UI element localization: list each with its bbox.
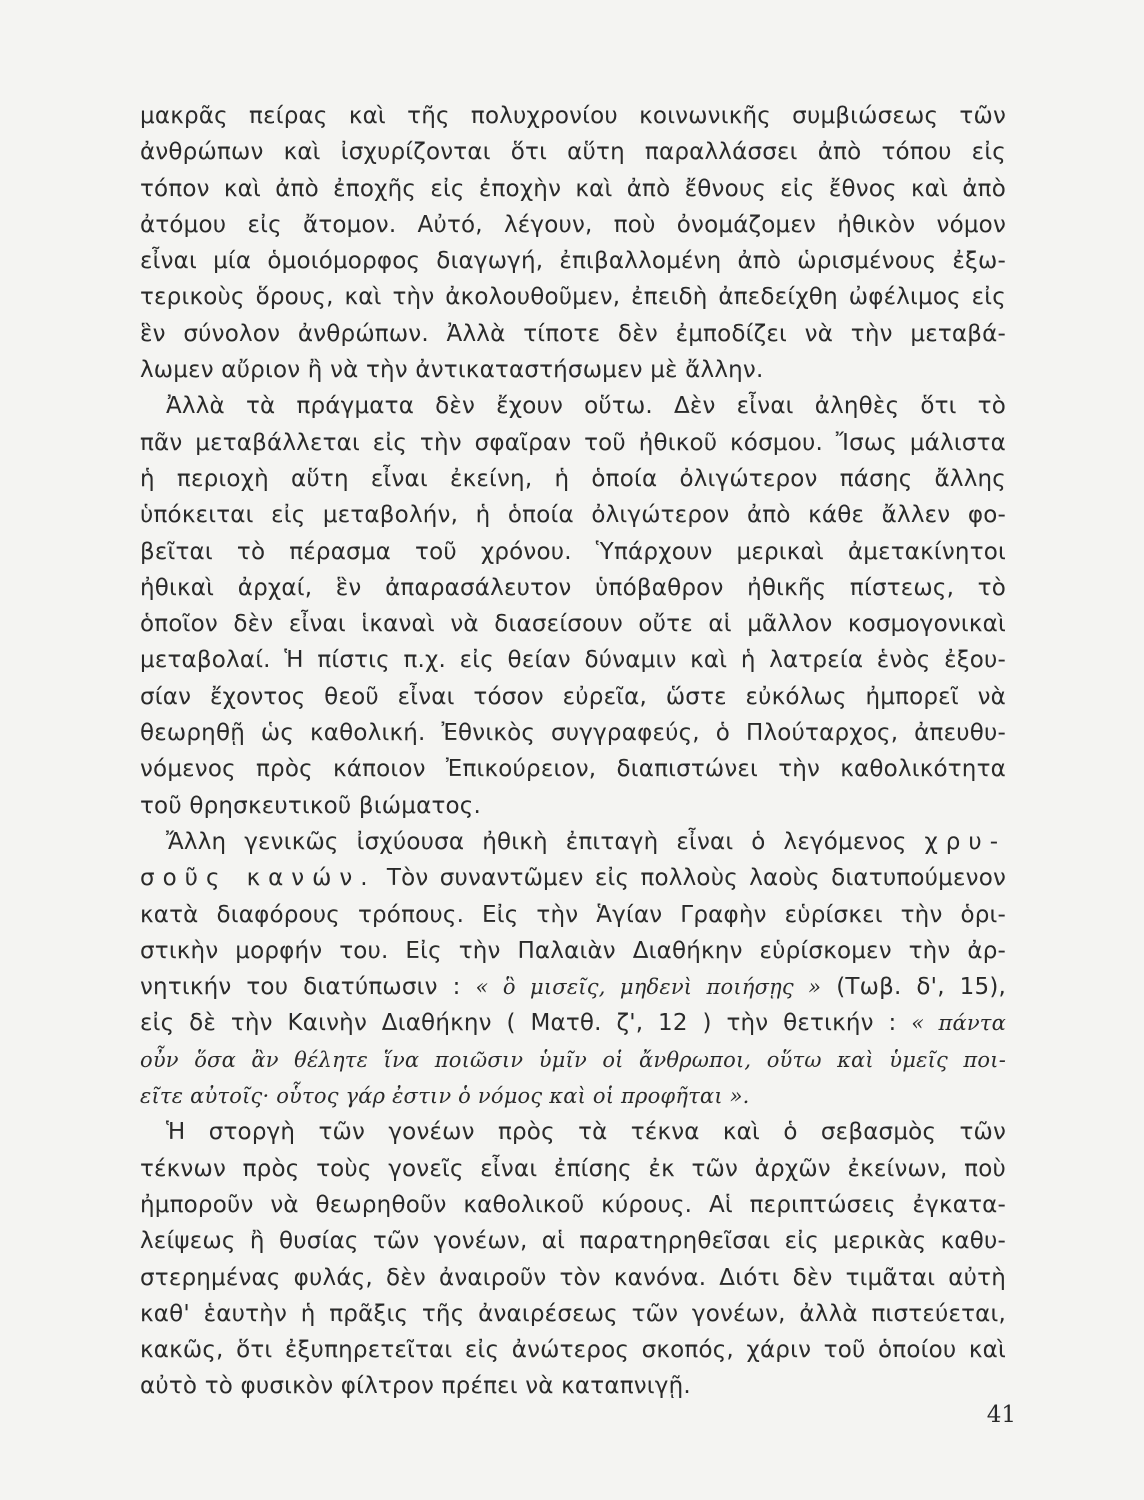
text-line <box>140 1005 1006 1041</box>
text-line: ἠμποροῦν νὰ θεωρηθοῦν καθολικοῦ κύρους. Αἱ περιπτώσεις ἐγκατα- <box>140 1191 1006 1218</box>
text-line: καθ' ἑαυτὴν ἡ πρᾶξις τῆς ἀναιρέσεως τῶν γονέων, ἀλλὰ πιστεύεται, <box>140 1300 1006 1327</box>
text-span: Τὸν συναντῶμεν εἰς πολλοὺς λαοὺς διατυπούμενον <box>386 865 1006 892</box>
text-line: τοῦ θρησκευτικοῦ βιώματος. <box>140 792 481 819</box>
text-span: Ἄλλη γενικῶς ἰσχύουσα ἠθικὴ ἐπιταγὴ εἶναι ὁ λεγόμενος <box>166 828 907 855</box>
page-number: 41 <box>986 1402 1016 1428</box>
text-line: τέκνων πρὸς τοὺς γονεῖς εἶναι ἐπίσης ἐκ τῶν ἀρχῶν ἐκείνων, ποὺ <box>140 1155 1006 1182</box>
spaced-text: σοῦς κανών. <box>140 865 376 892</box>
text-line: ἠθικαὶ ἀρχαί, ἓν ἀπαρασάλευτον ὑπόβαθρον ἠθικῆς πίστεως, τὸ <box>140 574 1006 601</box>
text-span: νητικήν του διατύπωσιν : <box>140 974 461 1001</box>
quotation: « ὃ μισεῖς, μηδενὶ ποιήσῃς » <box>475 975 822 1000</box>
text-line: σίαν ἔχοντος θεοῦ εἶναι τόσον εὐρεῖα, ὥστε εὐκόλως ἠμπορεῖ νὰ <box>140 683 1006 710</box>
text-line: μακρᾶς πείρας καὶ τῆς πολυχρονίου κοινωνικῆς συμβιώσεως τῶν <box>140 103 1006 129</box>
text-line: νόμενος πρὸς κάποιον Ἐπικούρειον, διαπιστώνει τὴν καθολικότητα <box>140 756 1006 783</box>
text-line: στικὴν μορφήν του. Εἰς τὴν Παλαιὰν Διαθήκην εὑρίσκομεν τὴν ἀρ- <box>140 937 1006 964</box>
text-line: τόπον καὶ ἀπὸ ἐποχῆς εἰς ἐποχὴν καὶ ἀπὸ ἔθνους εἰς ἔθνος καὶ ἀπὸ <box>140 175 1006 202</box>
text-line: θεωρηθῇ ὡς καθολική. Ἐθνικὸς συγγραφεύς, ὁ Πλούταρχος, ἀπευθυ- <box>140 720 1006 747</box>
quotation-line: εῖτε αὐτοῖς· οὗτος γάρ ἐστιν ὁ νόμος καὶ οἱ προφῆται ». <box>140 1084 750 1109</box>
text-line: πᾶν μεταβάλλεται εἰς τὴν σφαῖραν τοῦ ἠθικοῦ κόσμου. Ἴσως μάλιστα <box>140 429 1006 456</box>
text-line: ἀνθρώπων καὶ ἰσχυρίζονται ὅτι αὕτη παραλλάσσει ἀπὸ τόπου εἰς <box>140 139 1006 166</box>
body-text <box>140 98 1006 1405</box>
quotation: « πάντα <box>911 1011 1006 1036</box>
spaced-text: χρυ- <box>924 828 1006 855</box>
text-line: ὑπόκειται εἰς μεταβολήν, ἡ ὁποία ὀλιγώτερον ἀπὸ κάθε ἄλλεν φο- <box>140 502 1006 529</box>
text-line <box>140 969 1006 1005</box>
text-line: Ἀλλὰ τὰ πράγματα δὲν ἔχουν οὕτω. Δὲν εἶναι ἀληθὲς ὅτι τὸ <box>166 393 1006 420</box>
text-line: στερημένας φυλάς, δὲν ἀναιροῦν τὸν κανόνα. Διότι δὲν τιμᾶται αὐτὴ <box>140 1264 1006 1291</box>
quotation-line: οὖν ὅσα ἂν θέλητε ἵνα ποιῶσιν ὑμῖν οἱ ἄνθρωποι, οὕτω καὶ ὑμεῖς ποι- <box>140 1047 1006 1072</box>
text-line: μεταβολαί. Ἡ πίστις π.χ. εἰς θείαν δύναμιν καὶ ἡ λατρεία ἑνὸς ἐξου- <box>140 647 1006 674</box>
text-line: αὐτὸ τὸ φυσικὸν φίλτρον πρέπει νὰ καταπνιγῇ. <box>140 1373 691 1400</box>
citation: (Τωβ. δ', 15), <box>836 974 1006 1001</box>
text-line: λείψεως ἢ θυσίας τῶν γονέων, αἱ παρατηρηθεῖσαι εἰς μερικὰς καθυ- <box>140 1228 1006 1255</box>
text-line: εἶναι μία ὁμοιόμορφος διαγωγή, ἐπιβαλλομένη ἀπὸ ὡρισμένους ἐξω- <box>140 248 1006 275</box>
text-line: ἓν σύνολον ἀνθρώπων. Ἀλλὰ τίποτε δὲν ἐμποδίζει νὰ τὴν μεταβά- <box>140 320 1006 347</box>
text-line: κατὰ διαφόρους τρόπους. Εἰς τὴν Ἁγίαν Γραφὴν εὑρίσκει τὴν ὁρι- <box>140 901 1006 928</box>
text-line <box>140 824 1006 860</box>
text-line: λωμεν αὔριον ἢ νὰ τὴν ἀντικαταστήσωμεν μὲ ἄλλην. <box>140 357 764 384</box>
text-line: ἀτόμου εἰς ἄτομον. Αὐτό, λέγουν, ποὺ ὀνομάζομεν ἠθικὸν νόμον <box>140 211 1006 238</box>
text-line <box>140 860 1006 896</box>
text-line: ἡ περιοχὴ αὕτη εἶναι ἐκείνη, ἡ ὁποία ὀλιγώτερον πάσης ἄλλης <box>140 465 1006 492</box>
text-span: εἰς δὲ τὴν Καινὴν Διαθήκην ( Ματθ. ζ', 12 ) τὴν θετικήν : <box>140 1010 897 1037</box>
text-line: τερικοὺς ὅρους, καὶ τὴν ἀκολουθοῦμεν, ἐπειδὴ ἀπεδείχθη ὠφέλιμος εἰς <box>140 284 1006 311</box>
text-line: βεῖται τὸ πέρασμα τοῦ χρόνου. Ὑπάρχουν μερικαὶ ἀμετακίνητοι <box>140 538 1006 565</box>
text-line: κακῶς, ὅτι ἐξυπηρετεῖται εἰς ἀνώτερος σκοπός, χάριν τοῦ ὁποίου καὶ <box>140 1337 1006 1364</box>
text-line: Ἡ στοργὴ τῶν γονέων πρὸς τὰ τέκνα καὶ ὁ σεβασμὸς τῶν <box>166 1119 1006 1146</box>
text-line: ὁποῖον δὲν εἶναι ἱκαναὶ νὰ διασείσουν οὔτε αἱ μᾶλλον κοσμογονικαὶ <box>140 611 1006 638</box>
